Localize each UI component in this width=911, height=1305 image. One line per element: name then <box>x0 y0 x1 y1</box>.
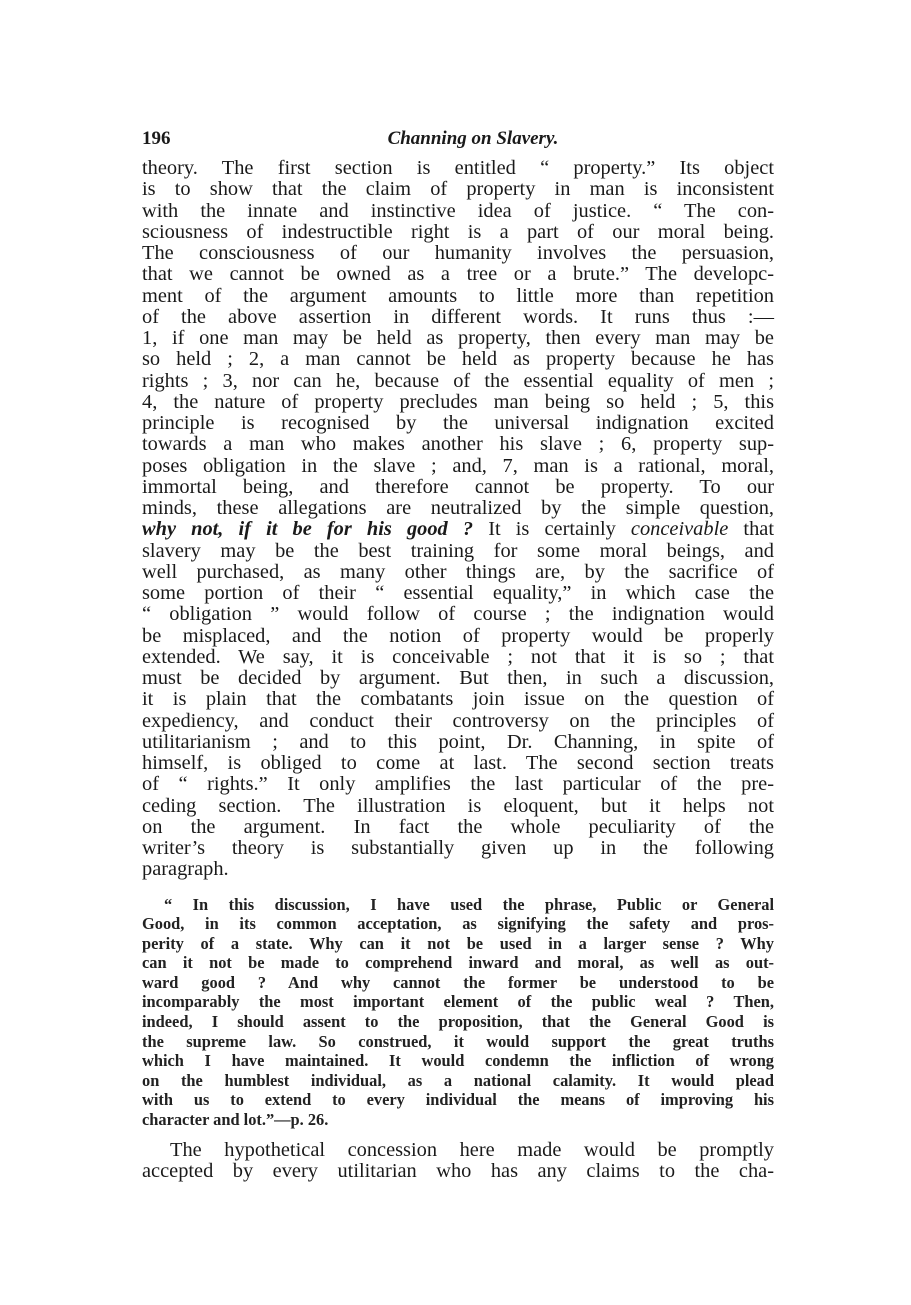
quote-line: indeed, I should assent to the proposition, that the General Good is <box>142 1012 774 1032</box>
italic-word: conceivable <box>630 518 729 541</box>
closing-paragraph <box>142 1140 774 1183</box>
text-line: rights ; 3, nor can he, because of the essential equality of men ; <box>142 369 774 392</box>
italic-question: why not, if it be for his good ? <box>142 518 474 541</box>
text-line: slavery may be the best training for some moral beings, and <box>142 539 774 562</box>
running-head <box>142 128 774 158</box>
text-line: accepted by every utilitarian who has any claims to the cha- <box>142 1159 774 1182</box>
text-line: ment of the argument amounts to little more than repetition <box>142 284 774 307</box>
quote-line: Good, in its common acceptation, as signifying the safety and pros- <box>142 914 774 934</box>
text-line-italic <box>142 519 774 540</box>
text-line: on the argument. In fact the whole peculiarity of the <box>142 815 774 838</box>
text-line: of the above assertion in different words. It runs thus :— <box>142 305 774 328</box>
text-line: with the innate and instinctive idea of justice. “ The con- <box>142 199 774 222</box>
text-line: extended. We say, it is conceivable ; not that it is so ; that <box>142 645 774 668</box>
main-paragraph <box>142 158 774 881</box>
text-line: paragraph. <box>142 858 229 881</box>
text-fragment: that <box>728 518 774 541</box>
quote-line: on the humblest individual, as a national calamity. It would plead <box>142 1070 774 1090</box>
quote-line: the supreme law. So construed, it would support the great truths <box>142 1031 774 1051</box>
quote-line: perity of a state. Why can it not be used in a larger sense ? Why <box>142 933 774 953</box>
quote-line: with us to extend to every individual the means of improving his <box>142 1090 774 1110</box>
quote-line: which I have maintained. It would condemn the infliction of wrong <box>142 1051 774 1071</box>
running-title: Channing on Slavery. <box>387 128 559 149</box>
quote-line: can it not be made to comprehend inward and moral, as well as out- <box>142 953 774 973</box>
block-quote <box>142 895 774 1130</box>
text-line: is to show that the claim of property in man is inconsistent <box>142 178 774 201</box>
text-line: well purchased, as many other things are, by the sacrifice of <box>142 560 774 583</box>
text-line: 4, the nature of property precludes man being so held ; 5, this <box>142 390 774 413</box>
text-line: ceding section. The illustration is eloquent, but it helps not <box>142 794 774 817</box>
text-line: towards a man who makes another his slave ; 6, property sup- <box>142 433 774 456</box>
text-line: The consciousness of our humanity involves the persuasion, <box>142 242 774 264</box>
text-line: theory. The first section is entitled “ property.” Its object <box>142 157 774 179</box>
text-line: of “ rights.” It only amplifies the last particular of the pre- <box>142 773 774 796</box>
text-line: utilitarianism ; and to this point, Dr. Channing, in spite of <box>142 730 774 753</box>
text-line: be misplaced, and the notion of property would be properly <box>142 624 774 647</box>
quote-line: character and lot.”—p. 26. <box>142 1110 329 1130</box>
text-line: principle is recognised by the universal indignation excited <box>142 412 774 434</box>
text-line: expediency, and conduct their controversy on the principles of <box>142 709 774 732</box>
text-line: sciousness of indestructible right is a part of our moral being. <box>142 220 774 243</box>
text-line: writer’s theory is substantially given up in the following <box>142 837 774 859</box>
quote-line: incomparably the most important element of the public weal ? Then, <box>142 992 774 1012</box>
page-number: 196 <box>142 128 171 149</box>
text-line: 1, if one man may be held as property, then every man may be <box>142 327 774 349</box>
text-line: some portion of their “ essential equality,” in which case the <box>142 582 774 604</box>
text-line: must be decided by argument. But then, in such a discussion, <box>142 667 774 689</box>
text-line: minds, these allegations are neutralized by the simple question, <box>142 497 774 519</box>
text-line: that we cannot be owned as a tree or a brute.” The developc- <box>142 263 774 286</box>
text-line: himself, is obliged to come at last. The second section treats <box>142 752 774 774</box>
text-line: so held ; 2, a man cannot be held as property because he has <box>142 348 774 371</box>
text-line: The hypothetical concession here made would be promptly <box>170 1138 774 1161</box>
book-page <box>142 128 774 1182</box>
text-line: it is plain that the combatants join issue on the question of <box>142 688 774 711</box>
text-line: “ obligation ” would follow of course ; the indignation would <box>142 603 774 626</box>
text-line: immortal being, and therefore cannot be property. To our <box>142 475 774 498</box>
quote-line: ward good ? And why cannot the former be understood to be <box>142 972 774 992</box>
quote-line: “ In this discussion, I have used the phrase, Public or General <box>164 894 774 914</box>
text-fragment: It is certainly <box>473 518 631 541</box>
text-line: poses obligation in the slave ; and, 7, man is a rational, moral, <box>142 454 774 477</box>
